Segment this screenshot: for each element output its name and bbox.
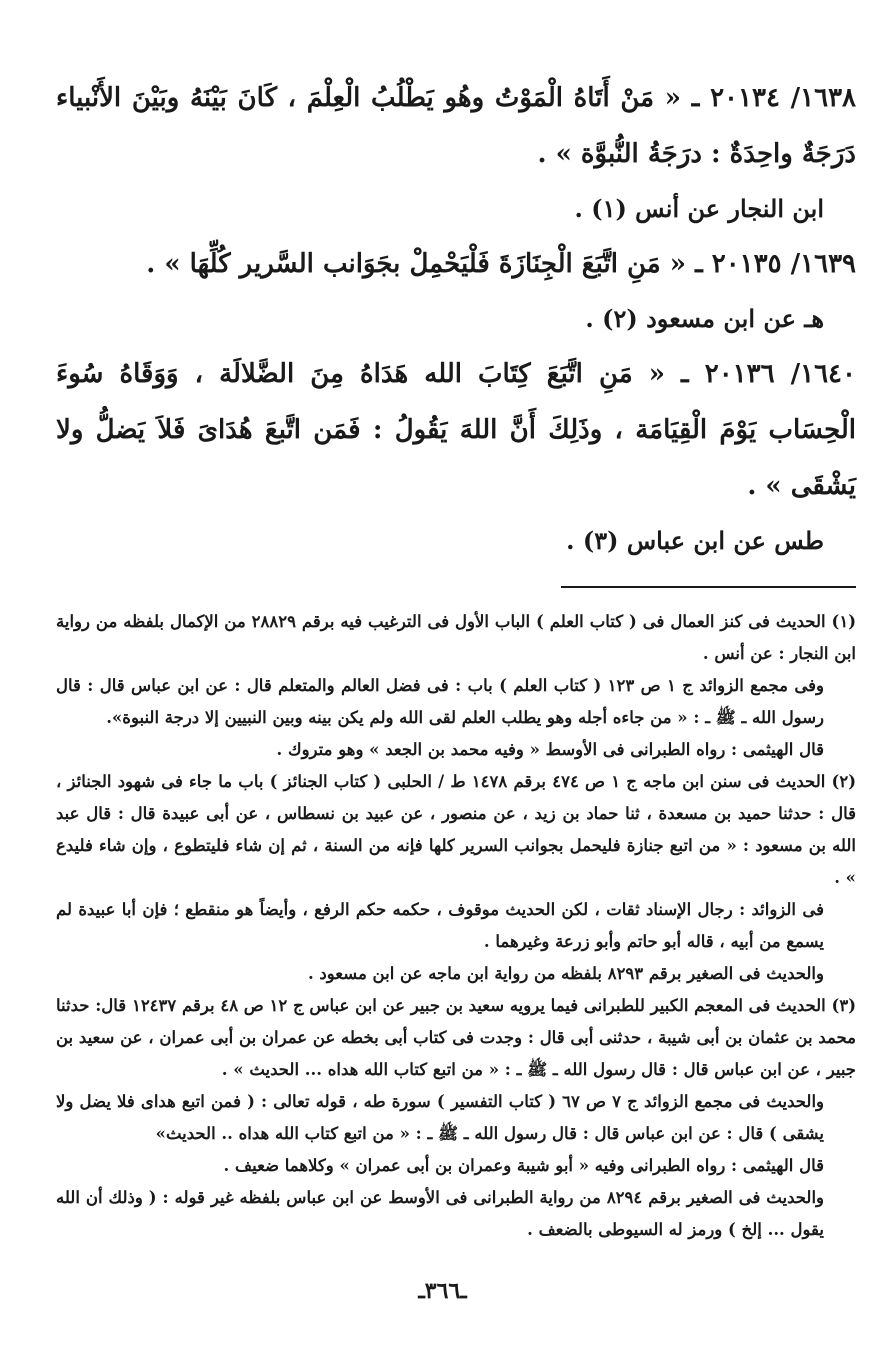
page-number: ـ٣٦٦ـ (418, 1278, 467, 1304)
hadith-text: ١٦٣٨/ ٢٠١٣٤ ـ « مَنْ أَتَاهُ الْمَوْتُ وهُو يَطْلُبُ الْعِلْمَ ، كَانَ بَيْنَهُ وبَيْنَ الأَنْبياء دَرَجَةٌ واحِدَةٌ : درَجَةُ النُّبوَّة » . (56, 83, 856, 169)
hadith-block (56, 236, 856, 346)
hadith-block (56, 70, 856, 236)
hadith-text: ١٦٣٩/ ٢٠١٣٥ ـ « مَنِ اتَّبَعَ الْجِنَازَةَ فَلْيَحْمِلْ بجَوَانب السَّرير كُلِّهَا » . (146, 249, 856, 279)
hadith-block (56, 346, 856, 568)
hadith-source: ابن النجار عن أنس (١) . (574, 194, 824, 223)
hadith-text: ١٦٤٠/ ٢٠١٣٦ ـ « مَنِ اتَّبَعَ كِتَابَ الله هَدَاهُ مِنَ الضَّلالَة ، وَوَقَاهُ سُوءَ الْحِسَاب يَوْمَ الْقِيَامَة ، وذَلِكَ أَنَّ اللهَ يَقُولُ : فَمَن اتَّبعَ هُدَاىَ فَلاَ يَضلُّ ولا يَشْقَى » . (56, 359, 856, 501)
footnote-paragraph: (٣) الحديث فى المعجم الكبير للطبرانى فيما يرويه سعيد بن جبير عن ابن عباس ج ١٢ ص ٤٨ برقم ١٢٤٣٧ قال: حدثنا محمد بن عثمان بن أبى شيبة ، حدثنى أبى قال : وجدت فى كتاب أبى بخطه عن عمران بن أبى عمران ، عن سعيد بن جبير ، عن ابن عباس قال : قال رسول الله ـ ﷺ ـ : « من اتبع كتاب الله هداه ... الحديث » . (56, 996, 857, 1079)
footnote-separator (561, 586, 856, 588)
footnote-paragraph: (٢) الحديث فى سنن ابن ماجه ج ١ ص ٤٧٤ برقم ١٤٧٨ ط / الحلبى ( كتاب الجنائز ) باب ما جاء فى شهود الجنائز ، قال : حدثنا حميد بن مسعدة ، ثنا حماد بن زيد ، عن منصور ، عن عبيد بن نسطاس ، عن أبى عبيدة قال : قال عبد الله بن مسعود : « من اتبع جنازة فليحمل بجوانب السرير كلها فإنه من السنة ، ثم إن شاء فليتطوع ، وإن شاء فليدع » . (56, 772, 856, 887)
page-body (56, 70, 856, 1246)
hadith-source: طس عن ابن عباس (٣) . (566, 526, 824, 555)
footnote-3 (56, 990, 856, 1246)
footnote-paragraph: والحديث فى الصغير برقم ٨٢٩٤ من رواية الطبرانى فى الأوسط عن ابن عباس بلفظه غير قوله : ( وذلك أن الله يقول ... إلخ ) ورمز له السيوطى بالضعف . (56, 1188, 824, 1239)
footnotes (56, 606, 856, 1246)
hadith-source: هـ عن ابن مسعود (٢) . (585, 304, 824, 333)
footnote-paragraph: وفى مجمع الزوائد ج ١ ص ١٢٣ ( كتاب العلم ) باب : فى فضل العالم والمتعلم قال : عن ابن عباس قال : قال رسول الله ـ ﷺ ـ : « من جاءه أجله وهو يطلب العلم لقى الله ولم يكن بينه وبين النبيين إلا درجة النبوة». (56, 676, 824, 727)
footnote-paragraph: (١) الحديث فى كنز العمال فى ( كتاب العلم ) الباب الأول فى الترغيب فيه برقم ٢٨٨٢٩ من الإكمال بلفظه من رواية ابن النجار : عن أنس . (56, 612, 856, 663)
footnote-paragraph: والحديث فى مجمع الزوائد ج ٧ ص ٦٧ ( كتاب التفسير ) سورة طه ، قوله تعالى : ( فمن اتبع هداى فلا يضل ولا يشقى ) قال : عن ابن عباس قال : قال رسول الله ـ ﷺ ـ : « من اتبع كتاب الله هداه .. الحديث» (56, 1092, 825, 1143)
footnote-paragraph: قال الهيثمى : رواه الطبرانى وفيه « أبو شيبة وعمران بن أبى عمران » وكلاهما ضعيف . (223, 1156, 824, 1175)
footnote-2 (56, 766, 856, 990)
footnote-paragraph: قال الهيثمى : رواه الطبرانى فى الأوسط « وفيه محمد بن الجعد » وهو متروك . (276, 740, 824, 759)
footnote-1 (56, 606, 856, 766)
footnote-paragraph: والحديث فى الصغير برقم ٨٢٩٣ بلفظه من رواية ابن ماجه عن ابن مسعود . (307, 964, 824, 983)
footnote-paragraph: فى الزوائد : رجال الإسناد ثقات ، لكن الحديث موقوف ، حكمه حكم الرفع ، وأيضاً هو منقطع ؛ فإن أبا عبيدة لم يسمع من أبيه ، قاله أبو حاتم وأبو زرعة وغيرهما . (56, 900, 824, 951)
